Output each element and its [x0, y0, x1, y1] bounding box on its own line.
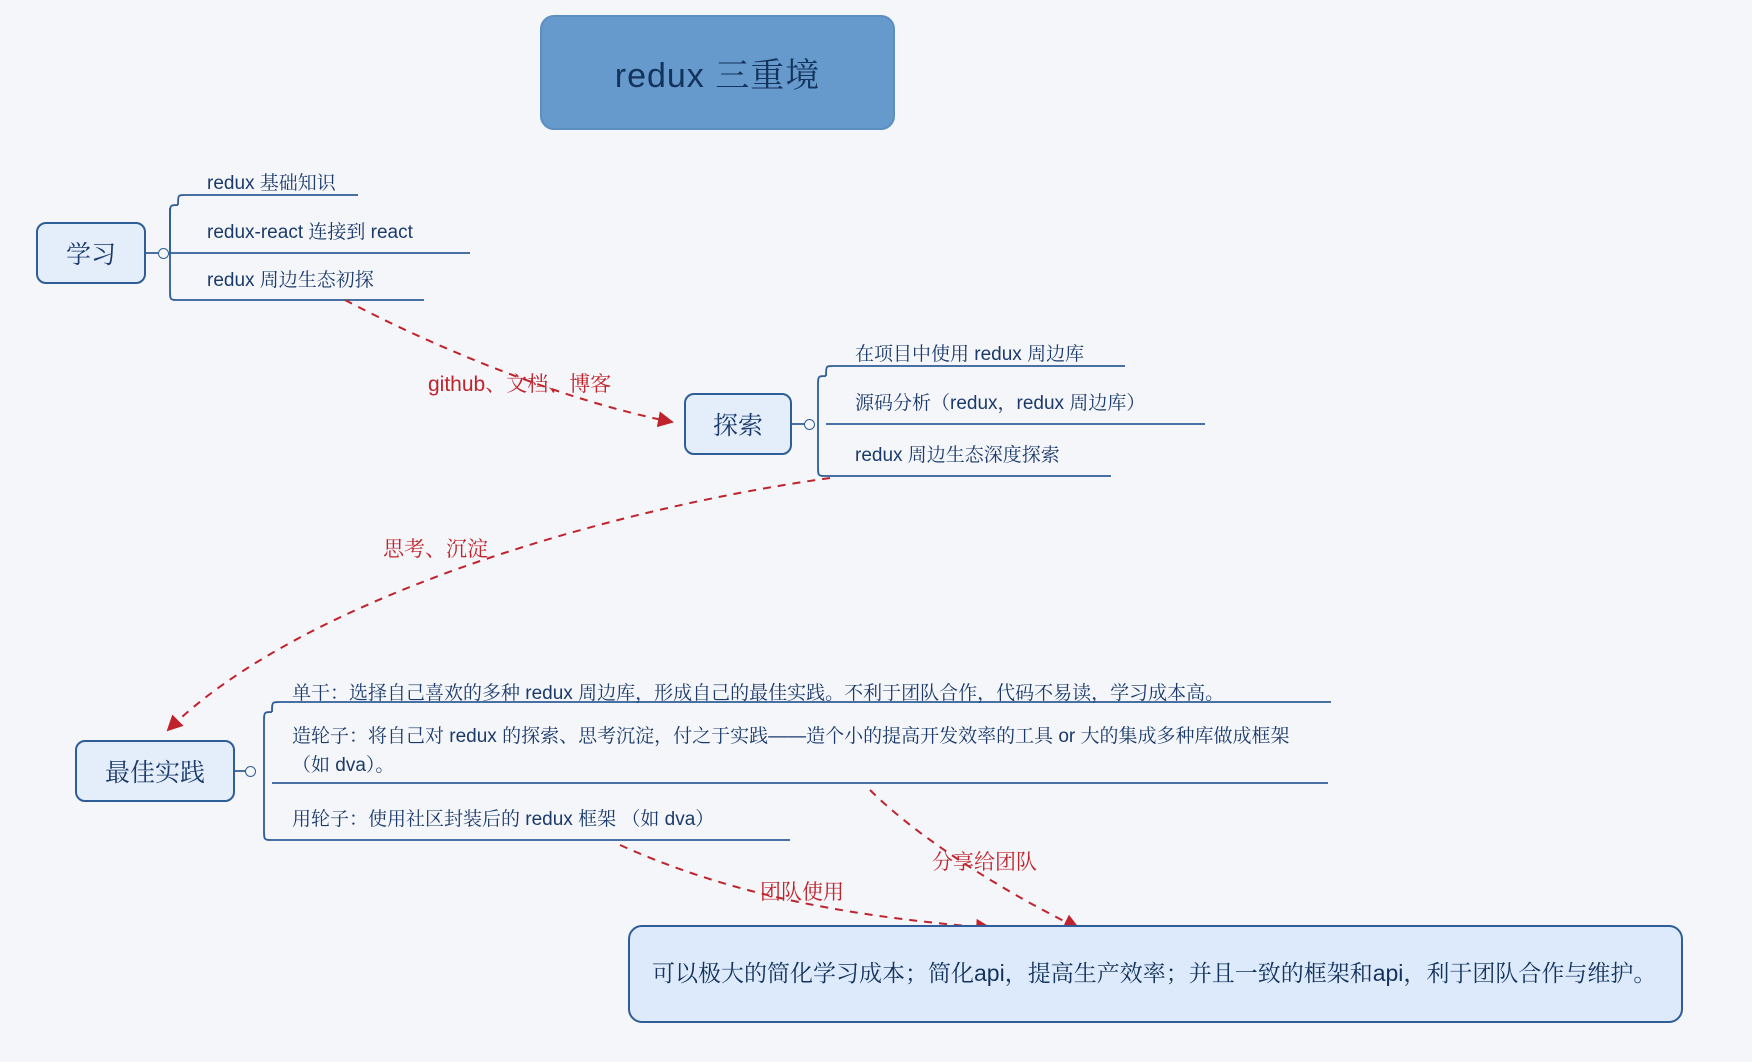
leaf-explore-1[interactable]: 在项目中使用 redux 周边库 — [855, 344, 1085, 365]
summary-node[interactable] — [628, 925, 1683, 1023]
connector-dot-study — [158, 248, 169, 259]
summary-node-label: 可以极大的简化学习成本；简化api，提高生产效率；并且一致的框架和api，利于团队合作与维护。 — [652, 960, 1657, 987]
root-node-label: redux 三重境 — [614, 57, 821, 95]
branch-node-explore[interactable] — [684, 393, 792, 455]
leaf-study-3[interactable]: redux 周边生态初探 — [207, 270, 374, 291]
branch-node-practice-label: 最佳实践 — [104, 759, 205, 787]
annotation-think-settle: 思考、沉淀 — [383, 537, 488, 561]
connector-dot-practice — [245, 766, 256, 777]
leaf-practice-3[interactable]: 用轮子：使用社区封装后的 redux 框架 （如 dva） — [292, 809, 715, 830]
leaf-practice-2[interactable]: 造轮子：将自己对 redux 的探索、思考沉淀，付之于实践——造个小的提高开发效率的工具 or 大的集成多种库做成框架（如 dva）。 — [292, 726, 1290, 776]
branch-node-study[interactable] — [36, 222, 146, 284]
annotation-team-use: 团队使用 — [760, 880, 844, 904]
annotation-share-to-team: 分享给团队 — [932, 850, 1037, 874]
branch-node-study-label: 学习 — [65, 241, 116, 269]
branch-node-explore-label: 探索 — [712, 412, 763, 440]
leaf-explore-2[interactable]: 源码分析（redux，redux 周边库） — [855, 393, 1146, 414]
leaf-study-1[interactable]: redux 基础知识 — [207, 173, 336, 194]
connector-dot-explore — [804, 419, 815, 430]
leaf-study-2[interactable]: redux-react 连接到 react — [207, 222, 413, 243]
root-node[interactable] — [540, 15, 895, 130]
branch-node-practice[interactable] — [75, 740, 235, 802]
annotation-github-docs-blog: github、文档、博客 — [428, 373, 612, 396]
leaf-explore-3[interactable]: redux 周边生态深度探索 — [855, 445, 1060, 466]
leaf-practice-1[interactable]: 单干：选择自己喜欢的多种 redux 周边库，形成自己的最佳实践。不利于团队合作，代码不易读，学习成本高。 — [292, 683, 1225, 704]
